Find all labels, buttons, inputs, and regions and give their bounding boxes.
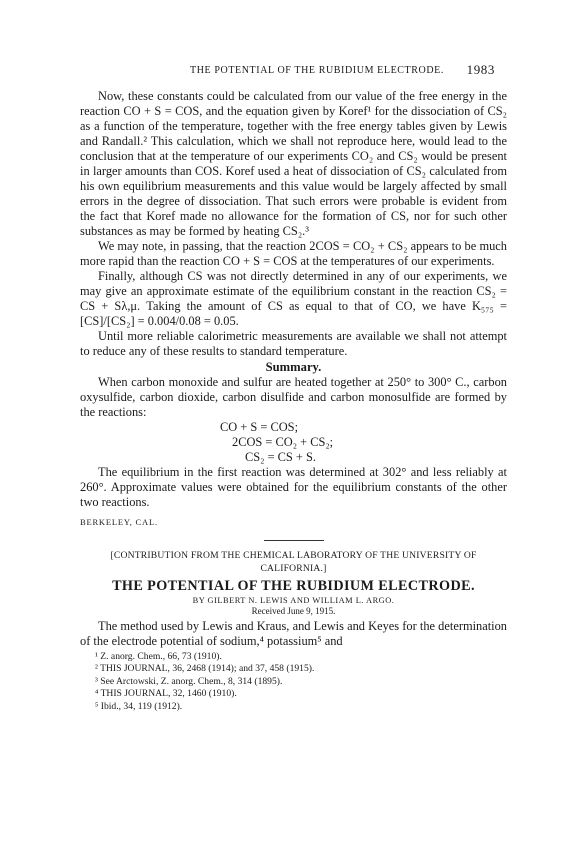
- paragraph: Now, these constants could be calculated from our value of the free energy in the reaction CO + S = COS, and the equation given by Koref¹ for the dissociation of CS₂ as a function of the temperature, together with the free energy tables given by Lewis and Randall.² This calculation, which we shall not reproduce here, would lead to the conclusion that at the temperature of our experiments CO₂ and CS₂ would be present in larger amounts than COS. Koref used a heat of dissociation of CS₂ calculated from his own equilibrium measurements and this value would be largely affected by small errors in the degree of dissociation. That such errors were probable is evident from the fact that Koref made no allowance for the formation of CS, nor for such other substances as may be formed by heating CS₂.³: [80, 89, 507, 238]
- paragraph: Finally, although CS was not directly determined in any of our experiments, we may give an approximate estimate of the equilibrium constant in the reaction CS₂ = CS + Sλ,μ. Taking the amount of CS as equal to that of CO, we have K₅₇₅ = [CS]/[CS₂] = 0.004/0.08 = 0.05.: [80, 269, 507, 328]
- place-line: BERKELEY, CAL.: [80, 517, 158, 527]
- byline: BY GILBERT N. LEWIS AND WILLIAM L. ARGO.: [192, 596, 395, 605]
- footnote: ² THIS JOURNAL, 36, 2468 (1914); and 37, 458 (1915).: [95, 663, 315, 675]
- reaction-equations: [80, 420, 507, 465]
- paragraph: Until more reliable calorimetric measurements are available we shall not attempt to reduce any of these results to standard temperature.: [80, 329, 507, 358]
- contribution-line: [CONTRIBUTION FROM THE CHEMICAL LABORATORY OF THE UNIVERSITY OF CALIFORNIA.]: [110, 550, 477, 574]
- running-head: [78, 63, 495, 79]
- footnote: ³ See Arctowski, Z. anorg. Chem., 8, 314 (1895).: [95, 675, 283, 687]
- equation: CO + S = COS;: [220, 420, 299, 434]
- summary-intro: When carbon monoxide and sulfur are heated together at 250° to 300° C., carbon oxysulfide, carbon dioxide, carbon disulfide and carbon monosulfide are formed by the reactions:: [80, 375, 507, 419]
- page-number: 1983: [466, 62, 495, 77]
- section-divider: [264, 540, 324, 541]
- equation: CS₂ = CS + S.: [245, 450, 316, 464]
- footnotes: [80, 651, 507, 713]
- paragraph: We may note, in passing, that the reaction 2COS = CO₂ + CS₂ appears to be much more rapid than the reaction CO + S = COS at the temperatures of our experiments.: [80, 239, 507, 268]
- equation: 2COS = CO₂ + CS₂;: [232, 435, 334, 449]
- article-title: THE POTENTIAL OF THE RUBIDIUM ELECTRODE.: [112, 578, 475, 594]
- footnote: ¹ Z. anorg. Chem., 66, 73 (1910).: [95, 651, 222, 662]
- footnote: ⁵ Ibid., 34, 119 (1912).: [95, 700, 183, 712]
- page-body: [80, 89, 507, 713]
- article-opening-paragraph: The method used by Lewis and Kraus, and Lewis and Keyes for the determination of the electrode potential of sodium,⁴ potassium⁵ and: [80, 619, 507, 648]
- summary-heading: Summary.: [265, 360, 322, 374]
- running-title: THE POTENTIAL OF THE RUBIDIUM ELECTRODE.: [190, 65, 444, 76]
- received-date: Received June 9, 1915.: [251, 606, 336, 616]
- footnote: ⁴ THIS JOURNAL, 32, 1460 (1910).: [95, 688, 237, 700]
- summary-conclusion: The equilibrium in the first reaction was determined at 302° and less reliably at 260°. Approximate values were obtained for the equilibrium constants of the other two reactions.: [80, 465, 507, 509]
